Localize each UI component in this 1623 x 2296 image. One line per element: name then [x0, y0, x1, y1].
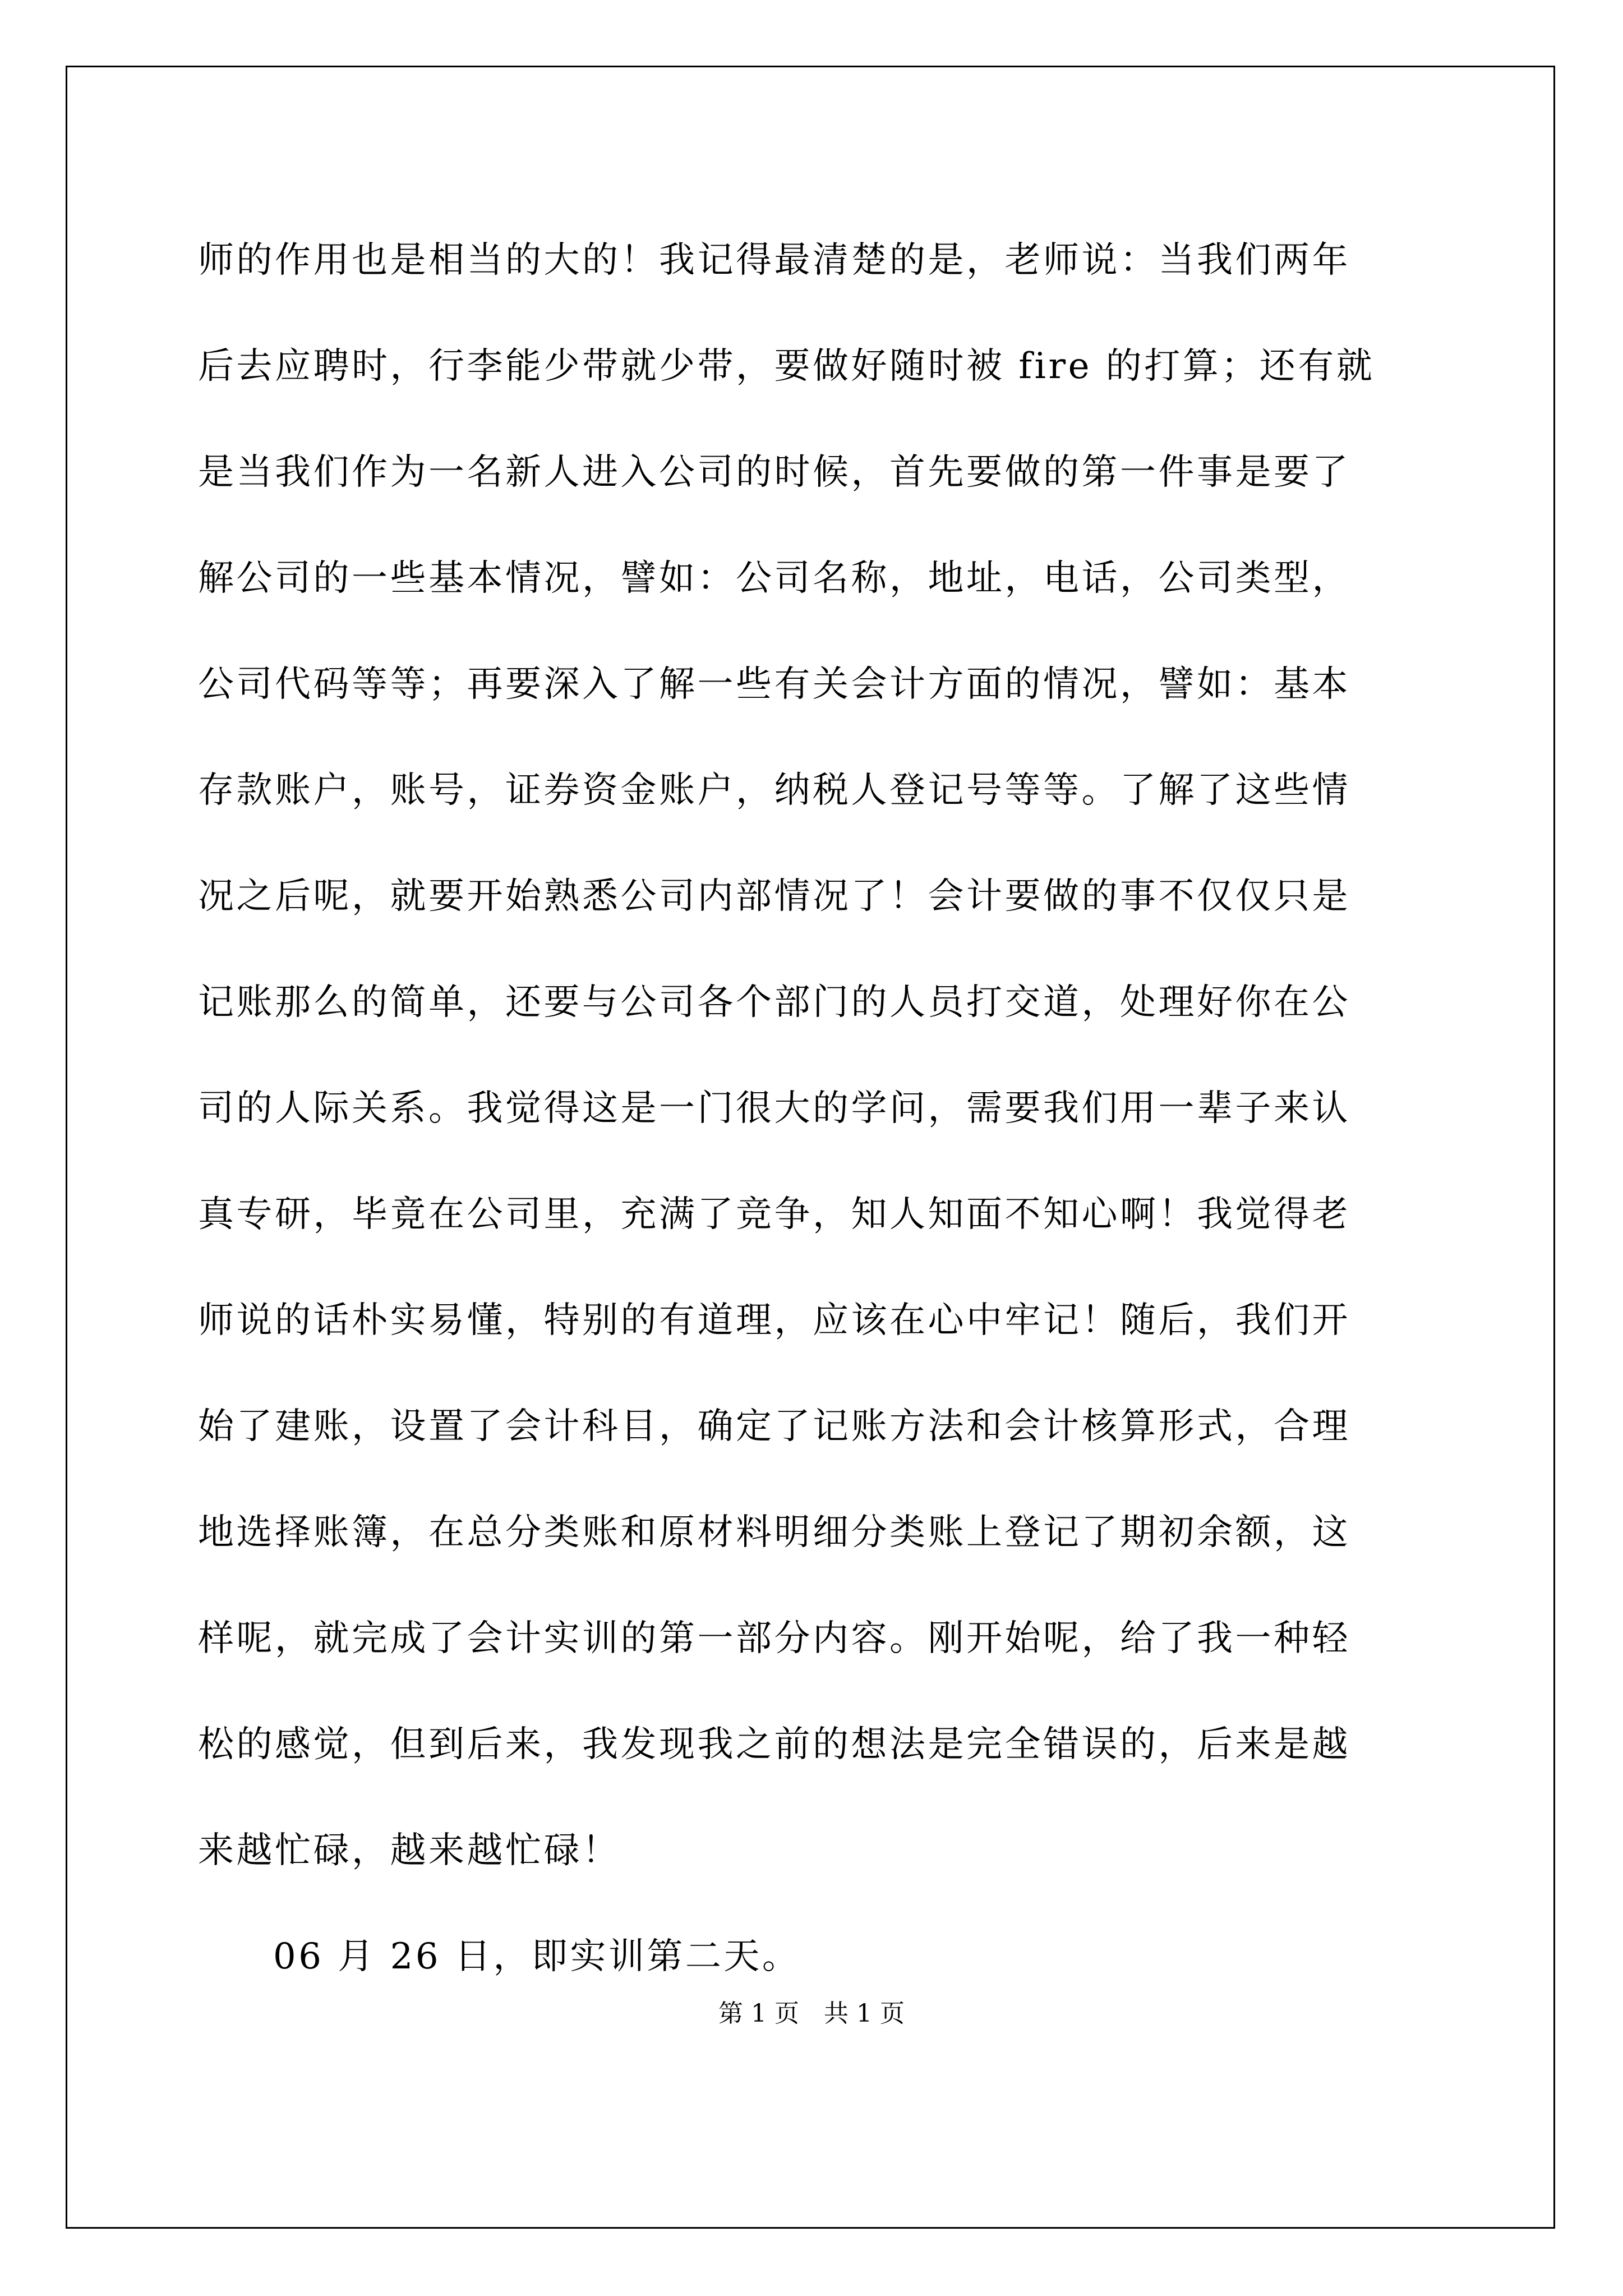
text-line: 师说的话朴实易懂，特别的有道理，应该在心中牢记！随后，我们开	[198, 1300, 1350, 1341]
text-line: 真专研，毕竟在公司里，充满了竞争，知人知面不知心啊！我觉得老	[198, 1194, 1350, 1235]
text-line: 样呢，就完成了会计实训的第一部分内容。刚开始呢，给了我一种轻	[198, 1618, 1350, 1659]
text-line: 是当我们作为一名新人进入公司的时候，首先要做的第一件事是要了	[198, 452, 1350, 493]
text-line: 后去应聘时，行李能少带就少带，要做好随时被 fire 的打算；还有就	[198, 346, 1375, 387]
document-body	[198, 208, 1449, 2010]
text-line: 况之后呢，就要开始熟悉公司内部情况了！会计要做的事不仅仅只是	[198, 876, 1350, 917]
text-line: 解公司的一些基本情况，譬如：公司名称，地址，电话，公司类型，	[198, 558, 1350, 599]
text-line: 司的人际关系。我觉得这是一门很大的学问，需要我们用一辈子来认	[198, 1088, 1350, 1129]
text-line: 始了建账，设置了会计科目，确定了记账方法和会计核算形式，合理	[198, 1406, 1350, 1447]
date-paragraph: 06 月 26 日，即实训第二天。	[273, 1936, 801, 1977]
text-line: 存款账户，账号，证券资金账户，纳税人登记号等等。了解了这些情	[198, 770, 1350, 811]
text-line: 师的作用也是相当的大的！我记得最清楚的是，老师说：当我们两年	[198, 240, 1350, 281]
text-line: 地选择账簿，在总分类账和原材料明细分类账上登记了期初余额，这	[198, 1512, 1350, 1553]
text-line: 记账那么的简单，还要与公司各个部门的人员打交道，处理好你在公	[198, 982, 1350, 1023]
page-number-footer: 第 1 页 共 1 页	[718, 1999, 905, 2028]
text-line: 公司代码等等；再要深入了解一些有关会计方面的情况，譬如：基本	[198, 664, 1350, 705]
text-line: 松的感觉，但到后来，我发现我之前的想法是完全错误的，后来是越	[198, 1724, 1350, 1765]
text-line: 来越忙碌，越来越忙碌！	[198, 1830, 621, 1871]
